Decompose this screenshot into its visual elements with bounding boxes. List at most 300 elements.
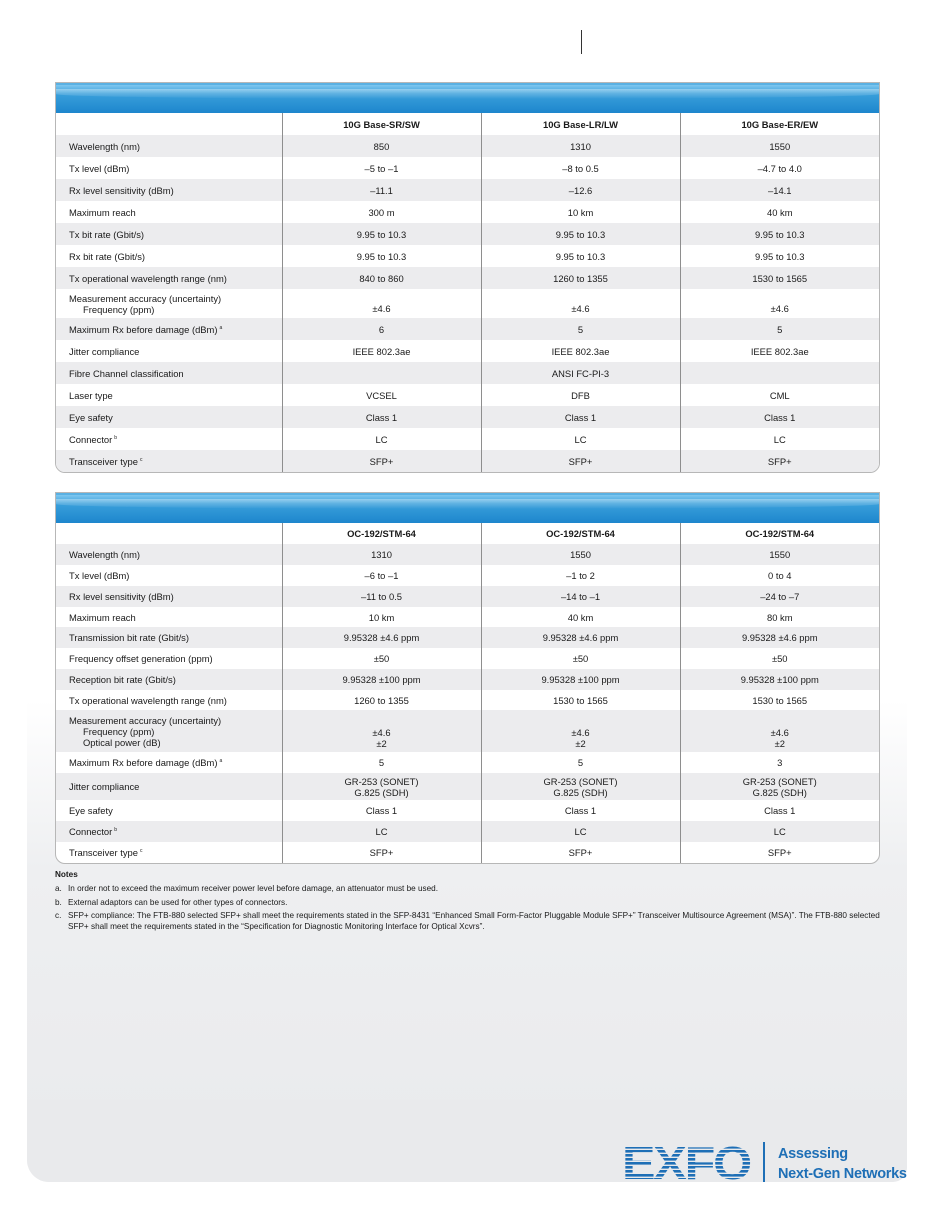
- table-row: [56, 565, 879, 586]
- column-header: 10G Base-SR/SW: [282, 113, 481, 135]
- row-label-cell: [56, 223, 282, 245]
- table-header-row: [56, 523, 879, 544]
- note-text: In order not to exceed the maximum receiver power level before damage, an attenuator must be used.: [68, 883, 439, 893]
- table-row: [56, 669, 879, 690]
- value-cell: [481, 669, 680, 690]
- value-cell: [680, 607, 879, 627]
- notes-section: [55, 868, 885, 933]
- value-cell: [481, 362, 680, 384]
- table-row: [56, 157, 879, 179]
- value-cell: [680, 384, 879, 406]
- column-header: 10G Base-ER/EW: [680, 113, 879, 135]
- value-cell: [282, 842, 481, 863]
- cell-value-secondary: ±2: [376, 738, 387, 749]
- cell-value: Class 1: [764, 805, 796, 816]
- value-cell: [282, 586, 481, 607]
- row-label: Fibre Channel classification: [69, 367, 184, 379]
- cell-value: Class 1: [564, 805, 597, 816]
- row-label-cell: [56, 690, 282, 710]
- footnote-marker: b: [114, 827, 118, 833]
- cell-value: SFP+: [369, 455, 394, 467]
- cell-value: ±50: [771, 653, 788, 664]
- header-cell-empty: [56, 523, 282, 544]
- cell-value: 1310: [371, 549, 392, 560]
- cell-value: DFB: [571, 389, 590, 401]
- cell-value: 10 km: [567, 206, 594, 218]
- value-cell: [481, 289, 680, 318]
- logo-text: EXFO: [622, 1142, 751, 1182]
- value-cell: [481, 157, 680, 179]
- header-cell-empty: [56, 113, 282, 135]
- value-cell: [481, 384, 680, 406]
- table-row: [56, 710, 879, 752]
- value-cell: [481, 627, 680, 648]
- cell-value: 9.95328 ±4.6 ppm: [542, 632, 619, 643]
- value-cell: [282, 362, 481, 384]
- cell-value: –24 to –7: [760, 591, 800, 602]
- row-label: Eye safety: [69, 805, 113, 816]
- row-label: Jitter compliance: [69, 345, 140, 357]
- row-label-cell: [56, 752, 282, 773]
- value-cell: [282, 245, 481, 267]
- row-label-cell: [56, 842, 282, 863]
- cell-value: Class 1: [365, 805, 398, 816]
- table-row: [56, 752, 879, 773]
- value-cell: [481, 223, 680, 245]
- cell-value: 1260 to 1355: [354, 694, 409, 706]
- row-label: Rx bit rate (Gbit/s): [69, 250, 146, 262]
- value-cell: [481, 800, 680, 821]
- row-label-cell: [56, 406, 282, 428]
- value-cell: [481, 135, 680, 157]
- cell-value: ANSI FC-PI-3: [551, 367, 610, 379]
- cell-value: 9.95328 ±100 ppm: [740, 674, 819, 685]
- row-label-cell: [56, 565, 282, 586]
- cell-value: 1550: [570, 549, 591, 560]
- row-label-cell: [56, 201, 282, 223]
- value-cell: [282, 607, 481, 627]
- spec-table-grid: [56, 113, 879, 472]
- value-cell: [481, 842, 680, 863]
- row-label-cell: [56, 289, 282, 318]
- row-label-cell: [56, 267, 282, 289]
- cell-value: –12.6: [568, 184, 593, 196]
- row-label: Maximum Rx before damage (dBm): [69, 757, 218, 768]
- row-label: Transmission bit rate (Gbit/s): [69, 632, 189, 643]
- value-cell: [481, 586, 680, 607]
- value-cell: [680, 800, 879, 821]
- row-sublabel: Optical power (dB): [83, 736, 161, 748]
- column-header: OC-192/STM-64: [680, 523, 879, 544]
- row-label-cell: [56, 450, 282, 472]
- cell-value: 9.95328 ±100 ppm: [342, 674, 421, 685]
- row-label-cell: [56, 800, 282, 821]
- cell-value: LC: [375, 826, 388, 837]
- value-cell: [282, 450, 481, 472]
- value-cell: [680, 627, 879, 648]
- row-label-cell: [56, 428, 282, 450]
- value-cell: [481, 821, 680, 842]
- cell-value: –14 to –1: [560, 591, 601, 602]
- cell-value: 840 to 860: [359, 272, 404, 284]
- value-cell: [481, 179, 680, 201]
- row-label-cell: [56, 135, 282, 157]
- footnote-marker: b: [114, 434, 118, 441]
- footnote-marker: c: [139, 848, 143, 854]
- value-cell: [680, 565, 879, 586]
- cell-value: SFP+: [369, 847, 394, 858]
- value-cell: [282, 201, 481, 223]
- table-row: [56, 384, 879, 406]
- row-label: Jitter compliance: [69, 781, 140, 792]
- value-cell: [680, 362, 879, 384]
- cell-value: 5: [378, 757, 385, 768]
- cell-value: LC: [574, 826, 587, 837]
- row-label: Reception bit rate (Gbit/s): [69, 674, 176, 685]
- table-row: [56, 135, 879, 157]
- note-marker: c.: [55, 911, 62, 921]
- row-label: Measurement accuracy (uncertainty): [69, 714, 222, 726]
- cell-value: IEEE 802.3ae: [352, 345, 411, 357]
- cell-value-secondary: ±2: [774, 738, 785, 749]
- value-cell: [680, 157, 879, 179]
- note-text: External adaptors can be used for other types of connectors.: [68, 897, 288, 907]
- value-cell: [282, 800, 481, 821]
- cell-value: 1550: [769, 140, 791, 152]
- table-row: [56, 406, 879, 428]
- header-divider: [581, 30, 582, 54]
- table-row: [56, 362, 879, 384]
- cell-value: LC: [773, 826, 786, 837]
- value-cell: [680, 201, 879, 223]
- table-row: [56, 318, 879, 340]
- value-cell: [680, 710, 879, 752]
- note-item: [55, 896, 885, 910]
- row-label: Measurement accuracy (uncertainty): [69, 292, 222, 304]
- note-item: [55, 909, 885, 933]
- cell-value: SFP+: [568, 847, 593, 858]
- value-cell: [680, 267, 879, 289]
- table-row: [56, 800, 879, 821]
- row-label: Wavelength (nm): [69, 549, 141, 560]
- cell-value-secondary: ±2: [575, 738, 586, 749]
- cell-value: 850: [373, 140, 390, 152]
- note-marker: b.: [55, 897, 62, 907]
- table-row: [56, 179, 879, 201]
- note-marker: a.: [55, 883, 62, 893]
- cell-value: 9.95328 ±100 ppm: [541, 674, 620, 685]
- row-label-cell: [56, 362, 282, 384]
- cell-value: LC: [773, 433, 786, 445]
- table-header-band: [56, 493, 879, 523]
- value-cell: [282, 821, 481, 842]
- cell-value: LC: [574, 433, 587, 445]
- value-cell: [680, 340, 879, 362]
- cell-value: GR-253 (SONET): [543, 775, 618, 787]
- value-cell: [680, 223, 879, 245]
- table-row: [56, 690, 879, 710]
- value-cell: [680, 752, 879, 773]
- row-label: Tx bit rate (Gbit/s): [69, 228, 145, 240]
- row-label-cell: [56, 627, 282, 648]
- cell-value: –8 to 0.5: [562, 162, 599, 174]
- row-label-cell: [56, 710, 282, 752]
- cell-value: 1310: [570, 140, 591, 152]
- row-label: Tx level (dBm): [69, 570, 130, 581]
- value-cell: [680, 318, 879, 340]
- row-label: Laser type: [69, 389, 113, 401]
- notes-title: Notes: [55, 870, 78, 879]
- value-cell: [680, 586, 879, 607]
- value-cell: [282, 289, 481, 318]
- cell-value: 1530 to 1565: [752, 272, 808, 284]
- value-cell: [282, 773, 481, 800]
- row-label-cell: [56, 245, 282, 267]
- cell-value: 10 km: [368, 611, 395, 623]
- column-header: OC-192/STM-64: [282, 523, 481, 544]
- table-row: [56, 245, 879, 267]
- row-label-cell: [56, 669, 282, 690]
- cell-value: 9.95 to 10.3: [356, 250, 407, 262]
- cell-value: 9.95 to 10.3: [754, 250, 805, 262]
- cell-value-secondary: G.825 (SDH): [354, 786, 409, 798]
- cell-value: –5 to –1: [364, 162, 399, 174]
- cell-value: 5: [777, 323, 783, 335]
- cell-value: ±4.6: [770, 303, 789, 314]
- value-cell: [481, 406, 680, 428]
- cell-value: 0 to 4: [768, 570, 792, 581]
- value-cell: [481, 544, 680, 565]
- cell-value: 9.95 to 10.3: [754, 228, 805, 240]
- row-label: Connector: [69, 433, 113, 445]
- table-row: [56, 607, 879, 627]
- row-label-cell: [56, 586, 282, 607]
- cell-value: –4.7 to 4.0: [757, 162, 802, 174]
- row-label-cell: [56, 544, 282, 565]
- value-cell: [282, 340, 481, 362]
- table-row: [56, 648, 879, 669]
- table-row: [56, 821, 879, 842]
- cell-value: 1260 to 1355: [553, 272, 608, 284]
- cell-value: SFP+: [568, 455, 593, 467]
- value-cell: [282, 544, 481, 565]
- value-cell: [481, 607, 680, 627]
- value-cell: [282, 157, 481, 179]
- cell-value: CML: [769, 389, 790, 401]
- note-item: [55, 882, 885, 896]
- value-cell: [282, 179, 481, 201]
- cell-value: –11.1: [370, 184, 393, 196]
- cell-value: IEEE 802.3ae: [750, 345, 809, 357]
- column-header: OC-192/STM-64: [481, 523, 680, 544]
- cell-value: LC: [375, 433, 388, 445]
- cell-value: ±4.6: [770, 727, 789, 738]
- value-cell: [282, 267, 481, 289]
- value-cell: [481, 450, 680, 472]
- column-header: 10G Base-LR/LW: [481, 113, 680, 135]
- row-label-cell: [56, 157, 282, 179]
- row-label: Eye safety: [69, 411, 113, 423]
- footnote-marker: a: [219, 324, 223, 331]
- row-label: Connector: [69, 826, 113, 837]
- value-cell: [282, 669, 481, 690]
- table-row: [56, 586, 879, 607]
- table-row: [56, 340, 879, 362]
- value-cell: [680, 179, 879, 201]
- value-cell: [481, 340, 680, 362]
- value-cell: [680, 821, 879, 842]
- cell-value: VCSEL: [366, 389, 397, 401]
- cell-value: GR-253 (SONET): [742, 775, 817, 787]
- row-label: Wavelength (nm): [69, 140, 141, 152]
- cell-value: 1530 to 1565: [553, 694, 608, 706]
- spec-table-grid: [56, 523, 879, 863]
- row-label-cell: [56, 821, 282, 842]
- value-cell: [680, 406, 879, 428]
- value-cell: [282, 752, 481, 773]
- value-cell: [680, 428, 879, 450]
- table-row: [56, 450, 879, 472]
- row-label: Transceiver type: [69, 847, 138, 858]
- cell-value: –14.1: [768, 184, 792, 196]
- value-cell: [282, 627, 481, 648]
- cell-value: Class 1: [365, 411, 398, 423]
- value-cell: [282, 135, 481, 157]
- cell-value: 40 km: [766, 206, 793, 218]
- tagline-line-1: Assessing: [778, 1146, 848, 1162]
- cell-value: –1 to 2: [566, 570, 595, 581]
- cell-value: SFP+: [767, 847, 792, 858]
- value-cell: [481, 245, 680, 267]
- cell-value: 1530 to 1565: [752, 694, 808, 706]
- row-label: Maximum Rx before damage (dBm): [69, 323, 218, 335]
- table-row: [56, 544, 879, 565]
- row-label: Rx level sensitivity (dBm): [69, 184, 174, 196]
- value-cell: [481, 428, 680, 450]
- row-label: Tx operational wavelength range (nm): [69, 694, 227, 706]
- cell-value: ±50: [373, 653, 390, 664]
- value-cell: [282, 406, 481, 428]
- cell-value: 80 km: [766, 611, 793, 623]
- cell-value: –6 to –1: [364, 570, 399, 581]
- value-cell: [282, 223, 481, 245]
- table-row: [56, 223, 879, 245]
- row-label-cell: [56, 773, 282, 800]
- value-cell: [481, 267, 680, 289]
- row-label: Tx operational wavelength range (nm): [69, 272, 227, 284]
- cell-value: 3: [777, 757, 783, 768]
- value-cell: [481, 201, 680, 223]
- value-cell: [481, 565, 680, 586]
- value-cell: [680, 690, 879, 710]
- cell-value: Class 1: [764, 411, 796, 423]
- cell-value: 5: [577, 757, 584, 768]
- value-cell: [680, 135, 879, 157]
- cell-value: 9.95 to 10.3: [555, 228, 606, 240]
- table-row: [56, 627, 879, 648]
- value-cell: [282, 428, 481, 450]
- cell-value: SFP+: [767, 455, 792, 467]
- cell-value: 300 m: [368, 206, 395, 218]
- value-cell: [481, 318, 680, 340]
- cell-value: 9.95 to 10.3: [356, 228, 407, 240]
- cell-value: 9.95328 ±4.6 ppm: [741, 632, 818, 643]
- row-label: Maximum reach: [69, 206, 136, 218]
- tagline: [778, 1144, 907, 1184]
- row-label-cell: [56, 340, 282, 362]
- row-label: Transceiver type: [69, 455, 138, 467]
- value-cell: [680, 773, 879, 800]
- value-cell: [481, 648, 680, 669]
- row-label: Tx level (dBm): [69, 162, 130, 174]
- table-header-band: [56, 83, 879, 113]
- row-label: Maximum reach: [69, 611, 136, 623]
- value-cell: [282, 565, 481, 586]
- row-label-cell: [56, 318, 282, 340]
- cell-value-secondary: G.825 (SDH): [752, 786, 807, 798]
- footnote-marker: a: [219, 758, 223, 764]
- row-sublabel: Frequency (ppm): [83, 303, 155, 315]
- cell-value: 9.95 to 10.3: [555, 250, 606, 262]
- table-row: [56, 201, 879, 223]
- table-row: [56, 842, 879, 863]
- row-label: Rx level sensitivity (dBm): [69, 591, 174, 602]
- cell-value: ±4.6: [571, 727, 590, 738]
- row-label-cell: [56, 384, 282, 406]
- tagline-divider: [763, 1142, 765, 1182]
- cell-value: ±4.6: [372, 303, 391, 314]
- note-text: SFP+ compliance: The FTB-880 selected SFP+ shall meet the requirements stated in the SFP-8431 “Enhanced Small Form-Factor Pluggable Module SFP+” Transceiver Multisource Agreement (MSA)”. The FTB-880 selected SFP+ shall meet the requirements stated in the “Specification for Diagnostic Monitoring Interface for Optical Xcvrs”.: [68, 911, 880, 931]
- value-cell: [282, 648, 481, 669]
- spec-table-sonet-sdh: [55, 492, 880, 864]
- cell-value: Class 1: [564, 411, 597, 423]
- value-cell: [680, 648, 879, 669]
- row-label: Frequency offset generation (ppm): [69, 653, 213, 664]
- value-cell: [282, 384, 481, 406]
- value-cell: [481, 773, 680, 800]
- table-row: [56, 428, 879, 450]
- value-cell: [680, 245, 879, 267]
- row-label-cell: [56, 607, 282, 627]
- background-panel-bottom: [27, 1100, 907, 1182]
- cell-value-secondary: G.825 (SDH): [553, 786, 608, 798]
- cell-value: 1550: [769, 549, 791, 560]
- table-row: [56, 267, 879, 289]
- cell-value: 6: [378, 323, 385, 335]
- value-cell: [481, 690, 680, 710]
- table-header-row: [56, 113, 879, 135]
- value-cell: [680, 842, 879, 863]
- cell-value: ±50: [572, 653, 589, 664]
- exfo-logo: [622, 1142, 752, 1182]
- value-cell: [680, 450, 879, 472]
- footnote-marker: c: [139, 456, 143, 463]
- cell-value: 5: [577, 323, 584, 335]
- cell-value: ±4.6: [571, 303, 590, 314]
- cell-value: IEEE 802.3ae: [551, 345, 610, 357]
- row-label-cell: [56, 179, 282, 201]
- row-label-cell: [56, 648, 282, 669]
- cell-value: GR-253 (SONET): [344, 775, 419, 787]
- row-sublabel: Frequency (ppm): [83, 725, 155, 737]
- value-cell: [282, 690, 481, 710]
- cell-value: 40 km: [567, 611, 594, 623]
- value-cell: [680, 544, 879, 565]
- value-cell: [481, 752, 680, 773]
- spec-table-10g-ethernet: [55, 82, 880, 473]
- cell-value: ±4.6: [372, 727, 391, 738]
- table-row: [56, 289, 879, 318]
